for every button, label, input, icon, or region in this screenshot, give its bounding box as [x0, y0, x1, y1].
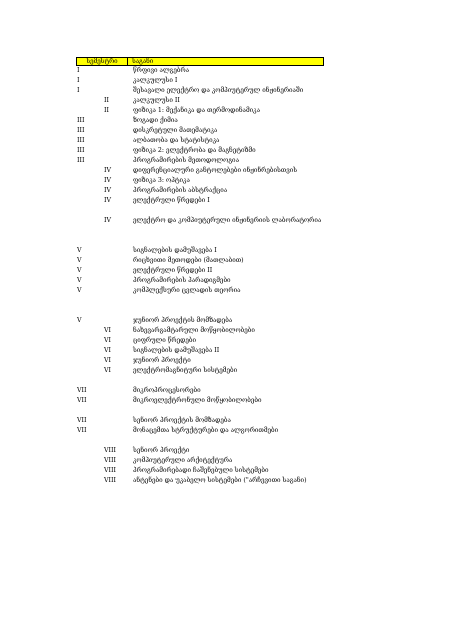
table-row — [0, 346, 474, 356]
semester-cell: VII — [77, 427, 87, 434]
header-semester: სემესტრი — [76, 57, 128, 66]
table-row — [0, 246, 474, 256]
semester-cell: VII — [77, 387, 87, 394]
semester-cell: IV — [104, 197, 112, 204]
table-row — [0, 166, 474, 176]
subject-cell: რიცხვითი მეთოდები (მათლაბით) — [133, 257, 244, 264]
semester-cell: I — [77, 77, 80, 84]
semester-cell: V — [77, 277, 82, 284]
table-row — [0, 306, 474, 316]
subject-cell: წრფივი ალგებრა — [133, 67, 190, 74]
semester-cell: IV — [104, 167, 112, 174]
table-row — [0, 366, 474, 376]
subject-cell: ელექტრული წრედები II — [133, 267, 213, 274]
table-row — [0, 206, 474, 216]
semester-cell: II — [104, 107, 109, 114]
semester-cell: I — [77, 87, 80, 94]
table-row — [0, 316, 474, 326]
table-row — [0, 376, 474, 386]
table-row — [0, 396, 474, 406]
table-row — [0, 416, 474, 426]
table-row — [0, 116, 474, 126]
table-row — [0, 96, 474, 106]
subject-cell: კალკულუსი I — [133, 77, 178, 84]
subject-cell: პროგრამირების პარადიგმები — [133, 277, 231, 284]
table-row — [0, 336, 474, 346]
table-row — [0, 106, 474, 116]
table-row — [0, 286, 474, 296]
table-row — [0, 456, 474, 466]
semester-cell: V — [77, 267, 82, 274]
subject-cell: შესავალი ელექტრო და კომპიუტერულ ინჟინერიაში — [133, 87, 304, 94]
subject-cell: მონაცემთა სტრუქტურები და ალგორითმები — [133, 427, 279, 434]
table-row — [0, 176, 474, 186]
subject-cell: ნახევარგამტარული მოწყობილობები — [133, 327, 255, 334]
table-row — [0, 436, 474, 446]
subject-cell: ციფრული წრედები — [133, 337, 197, 344]
table-row — [0, 156, 474, 166]
semester-cell: V — [77, 247, 82, 254]
semester-cell: V — [77, 257, 82, 264]
table-row — [0, 466, 474, 476]
semester-cell: VIII — [104, 477, 117, 484]
subject-cell: ფიზიკა 2: ელექტრობა და მაგნეტიზმი — [133, 147, 256, 154]
subject-cell: ელექტრომაგნიტური სისტემები — [133, 367, 238, 374]
subject-cell: პროგრამირების აბსტრაქცია — [133, 187, 228, 194]
semester-cell: I — [77, 67, 80, 74]
header-subject: საგანი — [128, 57, 324, 66]
table-row — [0, 276, 474, 286]
table-row — [0, 196, 474, 206]
semester-cell: III — [77, 157, 85, 164]
semester-cell: III — [77, 137, 85, 144]
table-row — [0, 426, 474, 436]
table-row — [0, 136, 474, 146]
semester-cell: IV — [104, 217, 112, 224]
subject-cell: პროგრამირების მეთოდოლოგია — [133, 157, 239, 164]
subject-cell: სენიორ პროექტი — [133, 447, 190, 454]
table-row — [0, 386, 474, 396]
table-row — [0, 446, 474, 456]
subject-cell: ჯუნიორ პროექტი — [133, 357, 191, 364]
table-row — [0, 256, 474, 266]
subject-cell: ფიზიკა 1: მექანიკა და თერმოდინამიკა — [133, 107, 261, 114]
subject-cell: ალბათობა და სტატისტიკა — [133, 137, 220, 144]
semester-cell: VII — [77, 397, 87, 404]
table-row — [0, 266, 474, 276]
semester-cell: VIII — [104, 447, 117, 454]
subject-cell: ანტენები და უკაბელო სისტემები ("არჩევითი საგანი) — [133, 477, 307, 484]
semester-cell: VI — [104, 327, 112, 334]
subject-cell: სენიორ პროექტის მომზადება — [133, 417, 231, 424]
semester-cell: IV — [104, 177, 112, 184]
subject-cell: მიკროელექტრონული მოწყობილობები — [133, 397, 262, 404]
subject-cell: პროგრამირებადი ჩაშენებული სისტემები — [133, 467, 269, 474]
semester-cell: VIII — [104, 457, 117, 464]
semester-cell: III — [77, 147, 85, 154]
semester-cell: VII — [77, 417, 87, 424]
table-row — [0, 226, 474, 236]
subject-cell: სიგნალების დამუშავება I — [133, 247, 217, 254]
subject-cell: დიფერენციალური განტოლებები ინჟინრებისთვის — [133, 167, 298, 174]
semester-cell: III — [77, 117, 85, 124]
semester-cell: VIII — [104, 467, 117, 474]
semester-cell: V — [77, 287, 82, 294]
table-row — [0, 146, 474, 156]
table-body — [0, 66, 474, 486]
table-row — [0, 76, 474, 86]
semester-cell: III — [77, 127, 85, 134]
subject-cell: კომპიუტერული არქიტექტურა — [133, 457, 233, 464]
table-row — [0, 86, 474, 96]
table-row — [0, 356, 474, 366]
table-row — [0, 236, 474, 246]
subject-cell: დისკრეტული მათემატიკა — [133, 127, 218, 134]
subject-cell: ჯუნიორ პროექტის მომზადება — [133, 317, 233, 324]
table-row — [0, 326, 474, 336]
subject-cell: ფიზიკა 3: ოპტიკა — [133, 177, 190, 184]
semester-cell: VI — [104, 337, 112, 344]
table-row — [0, 66, 474, 76]
semester-cell: V — [77, 317, 82, 324]
table-row — [0, 406, 474, 416]
table-header — [76, 57, 324, 66]
table-row — [0, 186, 474, 196]
subject-cell: მიკროპროცესორები — [133, 387, 201, 394]
subject-cell: კომპლექსური ცვლადის თეორია — [133, 287, 241, 294]
table-row — [0, 476, 474, 486]
semester-cell: VI — [104, 357, 112, 364]
table-row — [0, 296, 474, 306]
table-row — [0, 126, 474, 136]
table-row — [0, 216, 474, 226]
semester-cell: IV — [104, 187, 112, 194]
semester-cell: II — [104, 97, 109, 104]
subject-cell: ზოგადი ქიმია — [133, 117, 178, 124]
subject-cell: ელექტრო და კომპიუტერული ინჟინერიის ლაბორატორია — [133, 217, 322, 224]
subject-cell: სიგნალების დამუშავება II — [133, 347, 220, 354]
subject-cell: ელექტრული წრედები I — [133, 197, 210, 204]
subject-cell: კალკულუსი II — [133, 97, 180, 104]
semester-cell: VI — [104, 367, 112, 374]
semester-cell: VI — [104, 347, 112, 354]
